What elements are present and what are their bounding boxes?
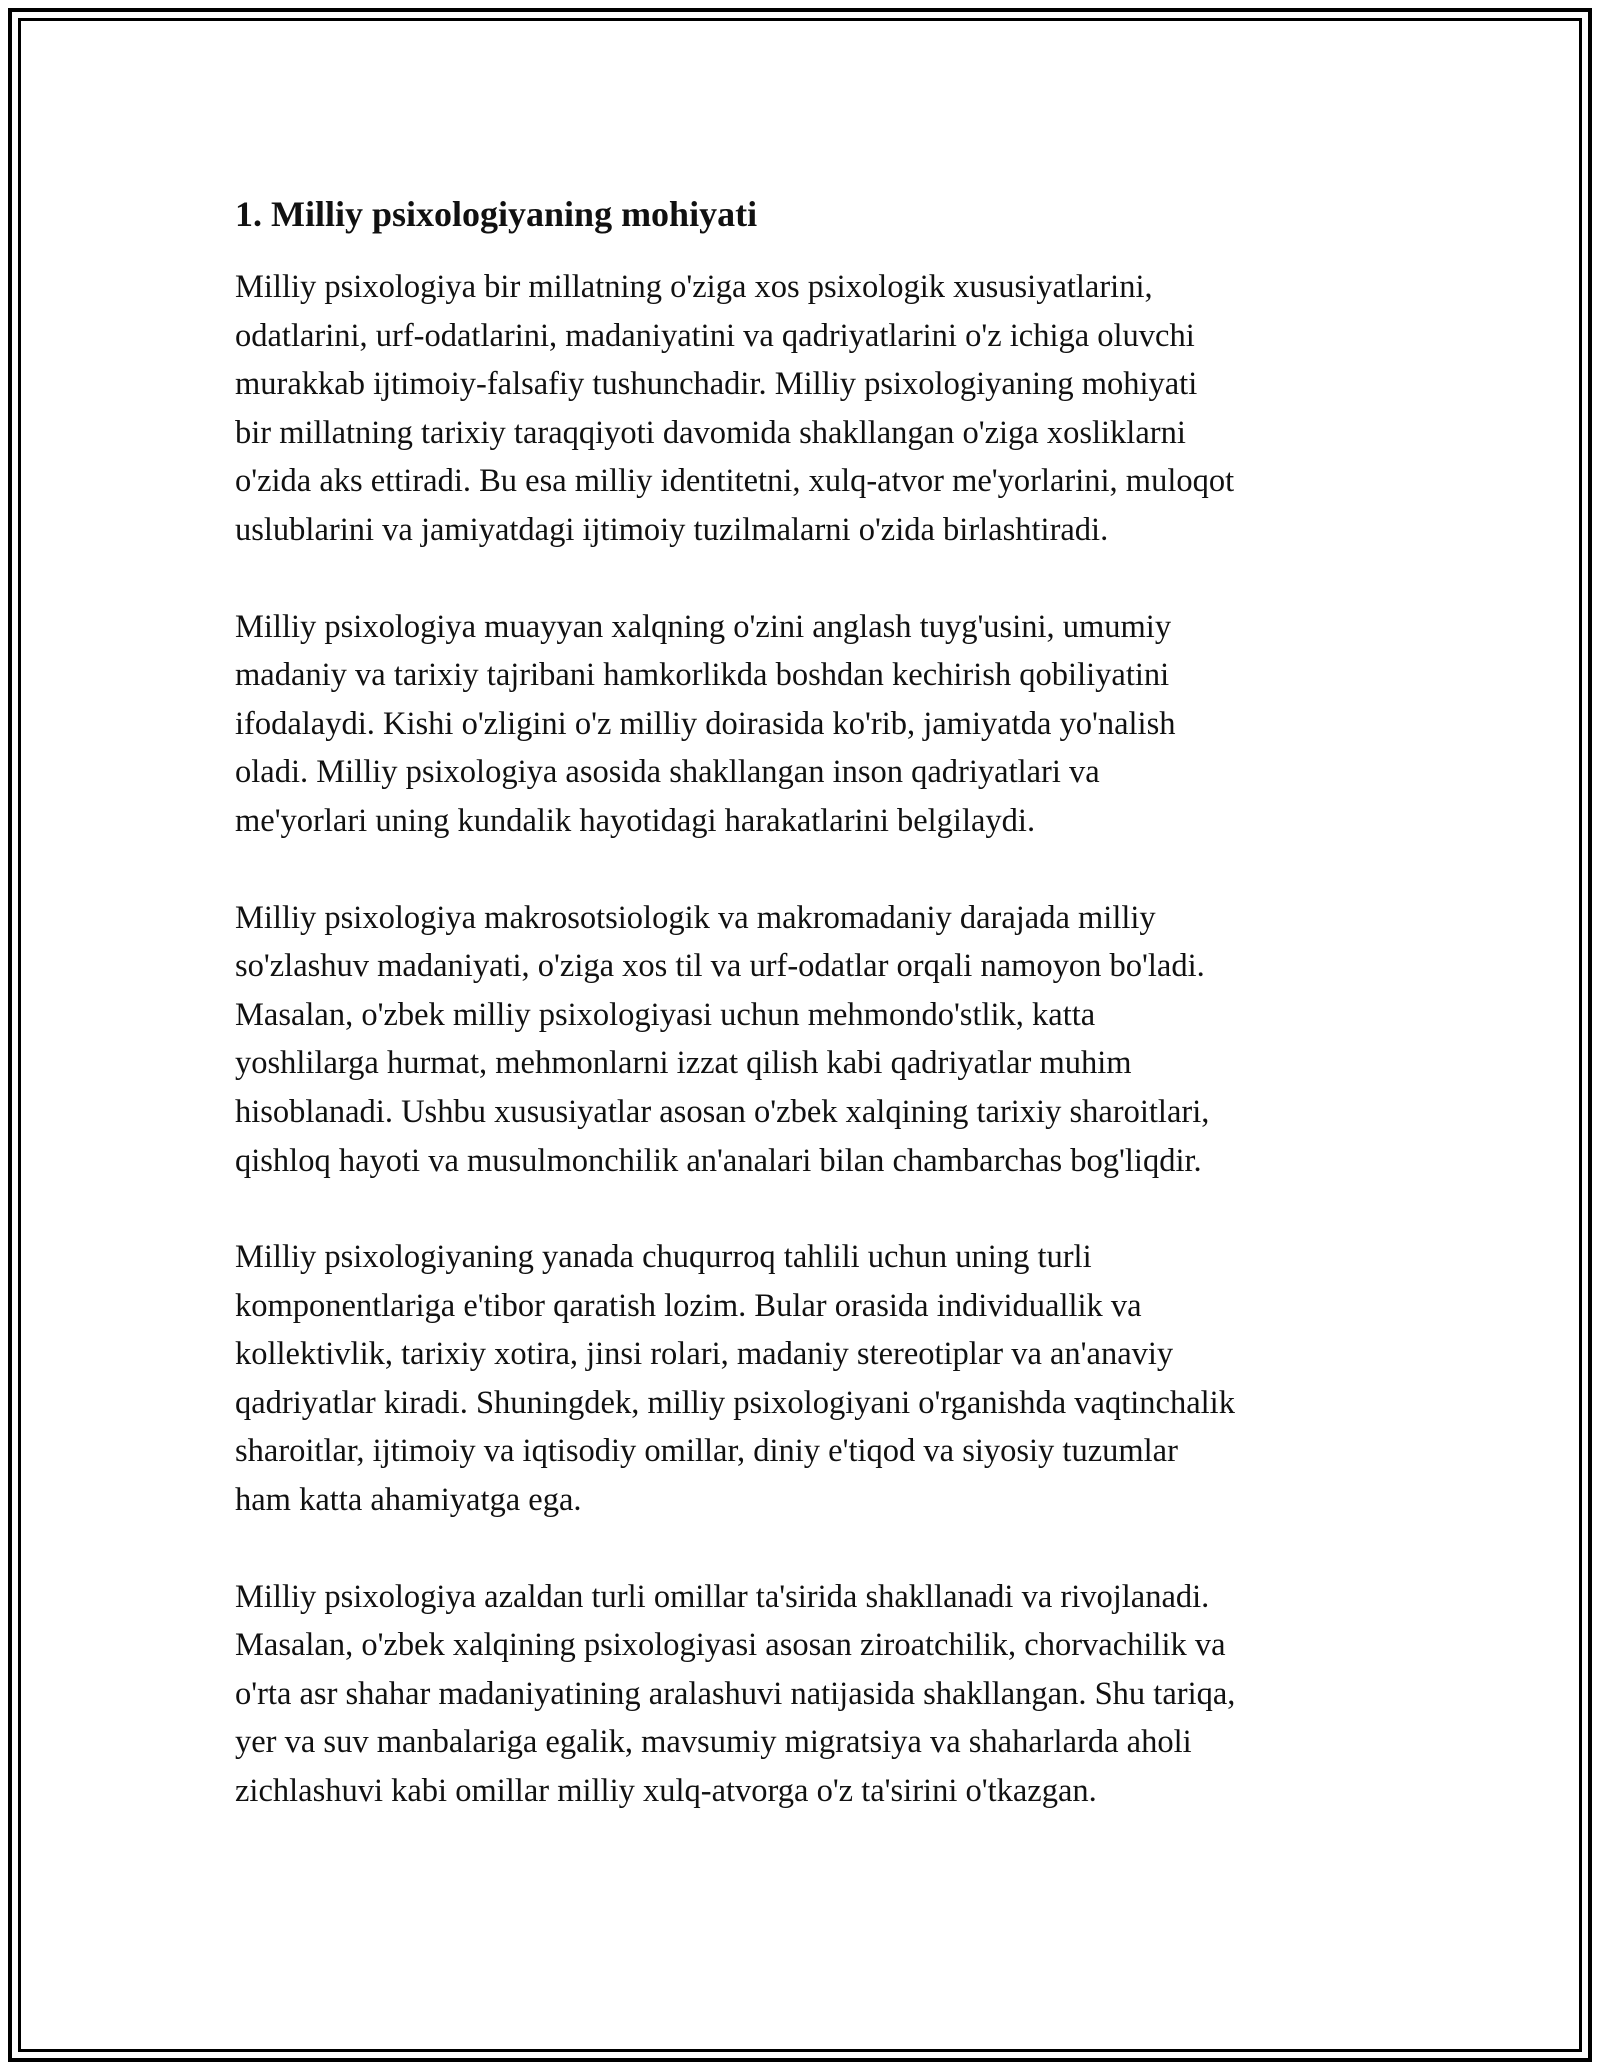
paragraph-1: Milliy psixologiya bir millatning o'ziga xos psixologik xususiyatlarini, odatlarini, urf-odatlarini, madaniyatini va qadriyatlarini o'z ichiga oluvchi murakkab ijtimoiy-falsafiy tushunchadir. Milliy psixologiyaning mohiyati bir millatning tarixiy taraqqiyoti davomida shakllangan o'ziga xosliklarni o'zida aks ettiradi. Bu esa milliy identitetni, xulq-atvor me'yorlarini, muloqot uslublarini va jamiyatdagi ijtimoiy tuzilmalarni o'zida birlashtiradi. xyxy=(235,269,1235,548)
section-heading: 1. Milliy psixologiyaning mohiyati xyxy=(235,194,758,234)
paragraph-4: Milliy psixologiyaning yanada chuqurroq tahlili uchun uning turli komponentlariga e'tibor qaratish lozim. Bular orasida individuallik va kollektivlik, tarixiy xotira, jinsi rolari, madaniy stereotiplar va an'anaviy qadriyatlar kiradi. Shuningdek, milliy psixologiyani o'rganishda vaqtinchalik sharoitlar, ijtimoiy va iqtisodiy omillar, diniy e'tiqod va siyosiy tuzumlar ham katta ahamiyatga ega. xyxy=(235,1239,1235,1519)
paragraph-2: Milliy psixologiya muayyan xalqning o'zini anglash tuyg'usini, umumiy madaniy va tarixiy tajribani hamkorlikda boshdan kechirish qobiliyatini ifodalaydi. Kishi o'zligini o'z milliy doirasida ko'rib, jamiyatda yo'nalish oladi. Milliy psixologiya asosida shakllangan inson qadriyatlari va me'yorlari uning kundalik hayotidagi harakatlarini belgilaydi. xyxy=(235,608,1176,839)
paragraph-5: Milliy psixologiya azaldan turli omillar ta'sirida shakllanadi va rivojlanadi. Masalan, o'zbek xalqining psixologiyasi asosan ziroatchilik, chorvachilik va o'rta asr shahar madaniyatining aralashuvi natijasida shakllangan. Shu tariqa, yer va suv manbalariga egalik, mavsumiy migratsiya va shaharlarda aholi zichlashuvi kabi omillar milliy xulq-atvorga o'z ta'sirini o'tkazgan. xyxy=(235,1578,1236,1810)
document-body xyxy=(235,185,1375,1864)
paragraph-3: Milliy psixologiya makrosotsiologik va makromadaniy darajada milliy so'zlashuv madaniyati, o'ziga xos til va urf-odatlar orqali namoyon bo'ladi. Masalan, o'zbek milliy psixologiyasi uchun mehmondo'stlik, katta yoshlilarga hurmat, mehmonlarni izzat qilish kabi qadriyatlar muhim hisoblanadi. Ushbu xususiyatlar asosan o'zbek xalqining tarixiy sharoitlari, qishloq hayoti va musulmonchilik an'analari bilan chambarchas bog'liqdir. xyxy=(235,899,1210,1179)
